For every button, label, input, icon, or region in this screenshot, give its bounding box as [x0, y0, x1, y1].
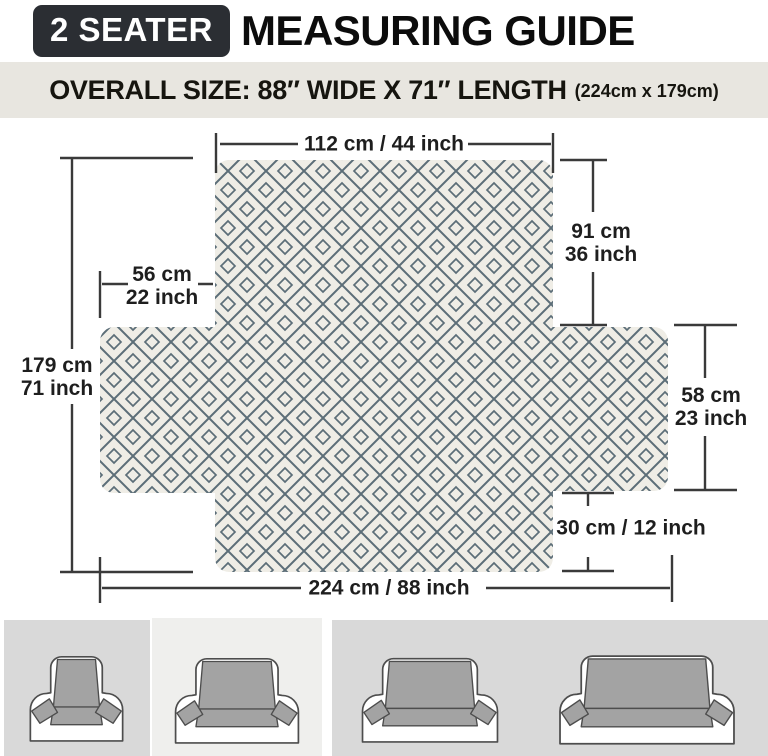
2-seater-sofa-illustration: [163, 652, 311, 747]
dim-arm-width: 56 cm 22 inch: [125, 263, 199, 309]
cover-diagram-svg: [0, 118, 768, 618]
seater-badge: 2 SEATER: [33, 5, 230, 57]
overall-size-text: OVERALL SIZE: 88″ WIDE X 71″ LENGTH: [49, 74, 567, 105]
3-seater-sofa-illustration: [350, 652, 510, 746]
measurement-diagram: [0, 118, 768, 618]
1-seater-sofa-illustration: [18, 650, 135, 745]
dim-front-drop: 30 cm / 12 inch: [556, 516, 706, 540]
dim-total-width: 224 cm / 88 inch: [308, 576, 470, 600]
overall-size-metric: (224cm x 179cm): [574, 81, 719, 101]
dim-total-length: 179 cm 71 inch: [20, 354, 94, 400]
page-title: MEASURING GUIDE: [240, 7, 635, 54]
dim-arm-height: 58 cm 23 inch: [674, 384, 748, 430]
4-seater-sofa-illustration: [547, 649, 747, 748]
header: [0, 0, 768, 62]
sofa-size-row: [0, 618, 768, 756]
overall-size-bar: [0, 62, 768, 118]
dim-back-height: 91 cm 36 inch: [564, 220, 638, 266]
dim-top-width: 112 cm / 44 inch: [304, 132, 464, 156]
